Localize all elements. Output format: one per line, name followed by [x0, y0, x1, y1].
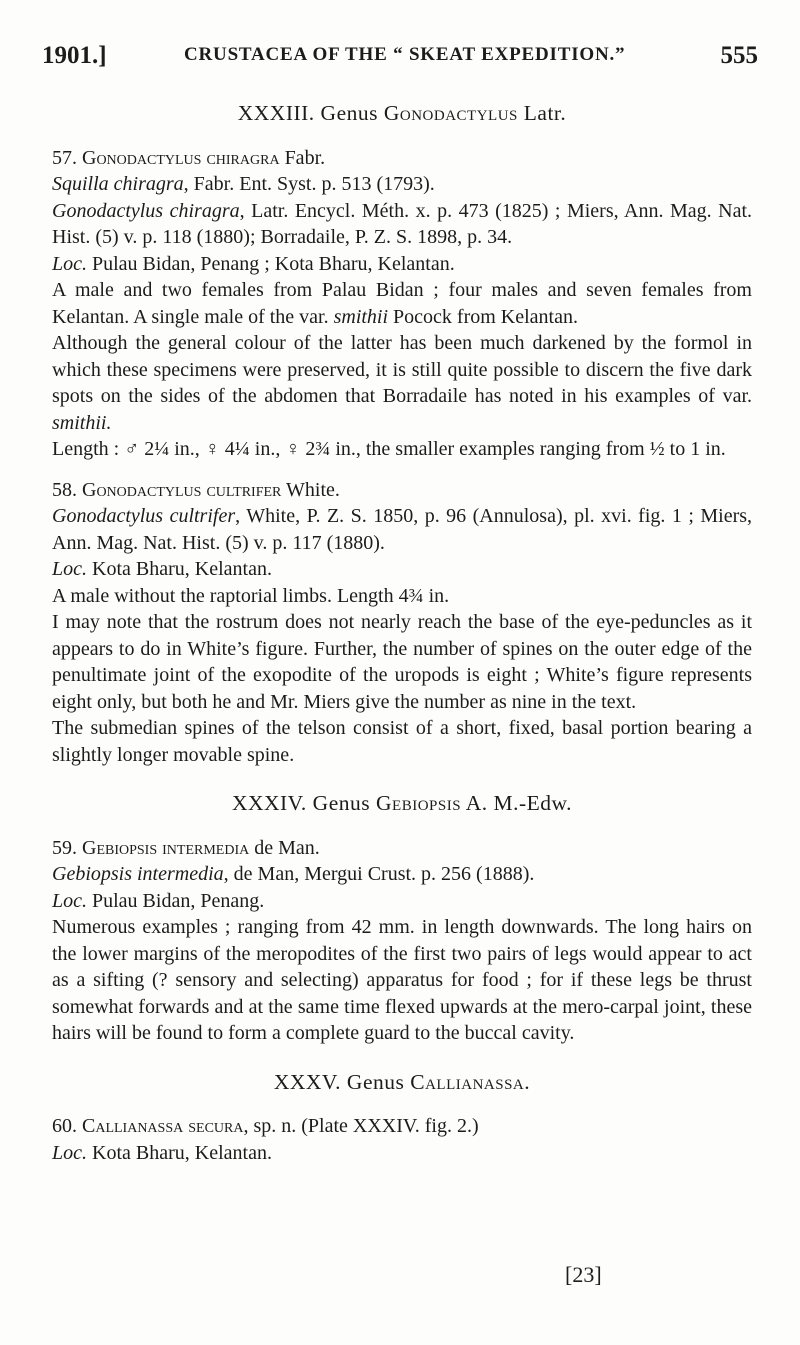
species-number: 59. [52, 836, 82, 859]
paragraph: The submedian spines of the telson consist of a short, fixed, basal portion bearing a slightly longer movable spine. [52, 717, 752, 766]
locality-text: Pulau Bidan, Penang ; Kota Bharu, Kelantan. [87, 252, 455, 275]
variety-name: smithii [333, 305, 389, 328]
genus-heading-35 [52, 1069, 752, 1096]
header-year: 1901.] [42, 42, 107, 69]
page-number: 555 [720, 42, 758, 69]
genus-heading-34 [52, 790, 752, 817]
paragraph-text: A male and two females from Palau Bidan ; four males and seven females from Kelantan. A single male of the var. [52, 279, 752, 328]
species-heading-58 [52, 477, 752, 504]
species-number: 57. [52, 146, 82, 169]
synonym-line [52, 171, 752, 198]
species-name: Callianassa secura [82, 1115, 244, 1137]
paragraph-text: Although the general colour of the latter has been much darkened by the formol in which these specimens were preserved, it is still quite possible to discern the five dark spots on the sides of the abdomen that Borradaile has noted in his examples of var. [52, 332, 752, 407]
species-author: de Man. [249, 836, 320, 859]
locality-text: Kota Bharu, Kelantan. [87, 558, 272, 580]
page-body [52, 90, 752, 1166]
species-name: Gebiopsis intermedia [82, 836, 250, 859]
genus-heading-prefix: XXXV. Genus [273, 1069, 411, 1094]
synonym-line [52, 198, 752, 251]
genus-author: . [524, 1069, 531, 1094]
species-name: Gonodactylus chiragra [82, 146, 280, 169]
locality-label: Loc. [52, 1141, 87, 1164]
species-number: 58. [52, 478, 82, 501]
species-number: 60. [52, 1115, 82, 1137]
synonym-name: Squilla chiragra [52, 173, 184, 195]
paragraph-text: Pocock from Kelantan. [388, 305, 578, 328]
genus-name: Gonodactylus [383, 101, 518, 125]
signature-mark: [23] [565, 1262, 602, 1287]
paragraph [52, 277, 752, 330]
synonym-line [52, 503, 752, 556]
synonym-name: Gebiopsis intermedia [52, 863, 224, 885]
paragraph: I may note that the rostrum does not nearly reach the base of the eye-peduncles as it appears to do in White’s figure. Further, the number of spines on the outer edge of the penultimate joint of the exopodite of the uropods is eight ; White’s figure represents eight only, but both he and Mr. Miers give the number as nine in the text. [52, 611, 752, 713]
genus-name: Gebiopsis [376, 791, 462, 815]
species-author: White. [281, 478, 340, 501]
genus-heading-33 [52, 100, 752, 127]
synonym-name: Gonodactylus cultrifer [52, 505, 236, 527]
locality-label: Loc. [52, 252, 87, 275]
species-heading-60 [52, 1113, 752, 1140]
locality-line [52, 1140, 752, 1167]
locality-label: Loc. [52, 889, 87, 912]
paragraph [52, 330, 752, 436]
genus-name: Callianassa [410, 1069, 525, 1094]
synonym-name: Gonodactylus chiragra [52, 199, 240, 222]
locality-text: Kota Bharu, Kelantan. [87, 1141, 272, 1164]
running-header [42, 42, 758, 78]
locality-text: Pulau Bidan, Penang. [87, 889, 265, 912]
species-author: , sp. n. (Plate XXXIV. fig. 2.) [243, 1115, 479, 1137]
genus-heading-prefix: XXXIV. Genus [231, 791, 376, 815]
synonym-reference: , Fabr. Ent. Syst. p. 513 (1793). [183, 173, 435, 195]
synonym-reference: , White, P. Z. S. 1850, p. 96 (Annulosa), pl. xvi. fig. 1 ; Miers, Ann. Mag. Nat. Hist. (5) v. p. 117 (1880). [52, 505, 753, 554]
synonym-reference: , de Man, Mergui Crust. p. 256 (1888). [223, 863, 535, 885]
species-heading-59 [52, 835, 752, 862]
genus-author: A. M.-Edw. [461, 791, 573, 815]
species-name: Gonodactylus cultrifer [82, 478, 282, 501]
synonym-line [52, 861, 752, 888]
paragraph: Numerous examples ; ranging from 42 mm. in length downwards. The long hairs on the lower margins of the meropodites of the first two pairs of legs would appear to act as a sifting (? sensory and selecting) apparatus for food ; for if these legs be thrust somewhat forwards and at the same time flexed upwards at the mero-carpal joint, these hairs will be found to form a complete guard to the buccal cavity. [52, 916, 752, 1044]
locality-line [52, 888, 752, 915]
synonym-reference: , Latr. Encycl. Méth. x. p. 473 (1825) ; Miers, Ann. Mag. Nat. Hist. (5) v. p. 118 (1880); Borradaile, P. Z. S. 1898, p. 34. [52, 199, 753, 248]
locality-label: Loc. [52, 558, 87, 580]
paragraph: Length : ♂ 2¼ in., ♀ 4¼ in., ♀ 2¾ in., the smaller examples ranging from ½ to 1 in. [52, 438, 726, 460]
paragraph: A male without the raptorial limbs. Length 4¾ in. [52, 584, 450, 607]
species-author: Fabr. [279, 146, 326, 169]
species-heading-57 [52, 145, 752, 172]
running-title: CRUSTACEA OF THE “ SKEAT EXPEDITION.” [184, 44, 626, 65]
locality-line [52, 251, 752, 278]
genus-heading-prefix: XXXIII. Genus [237, 101, 384, 125]
locality-line [52, 556, 752, 583]
genus-author: Latr. [517, 101, 567, 125]
variety-name: smithii. [52, 411, 112, 434]
